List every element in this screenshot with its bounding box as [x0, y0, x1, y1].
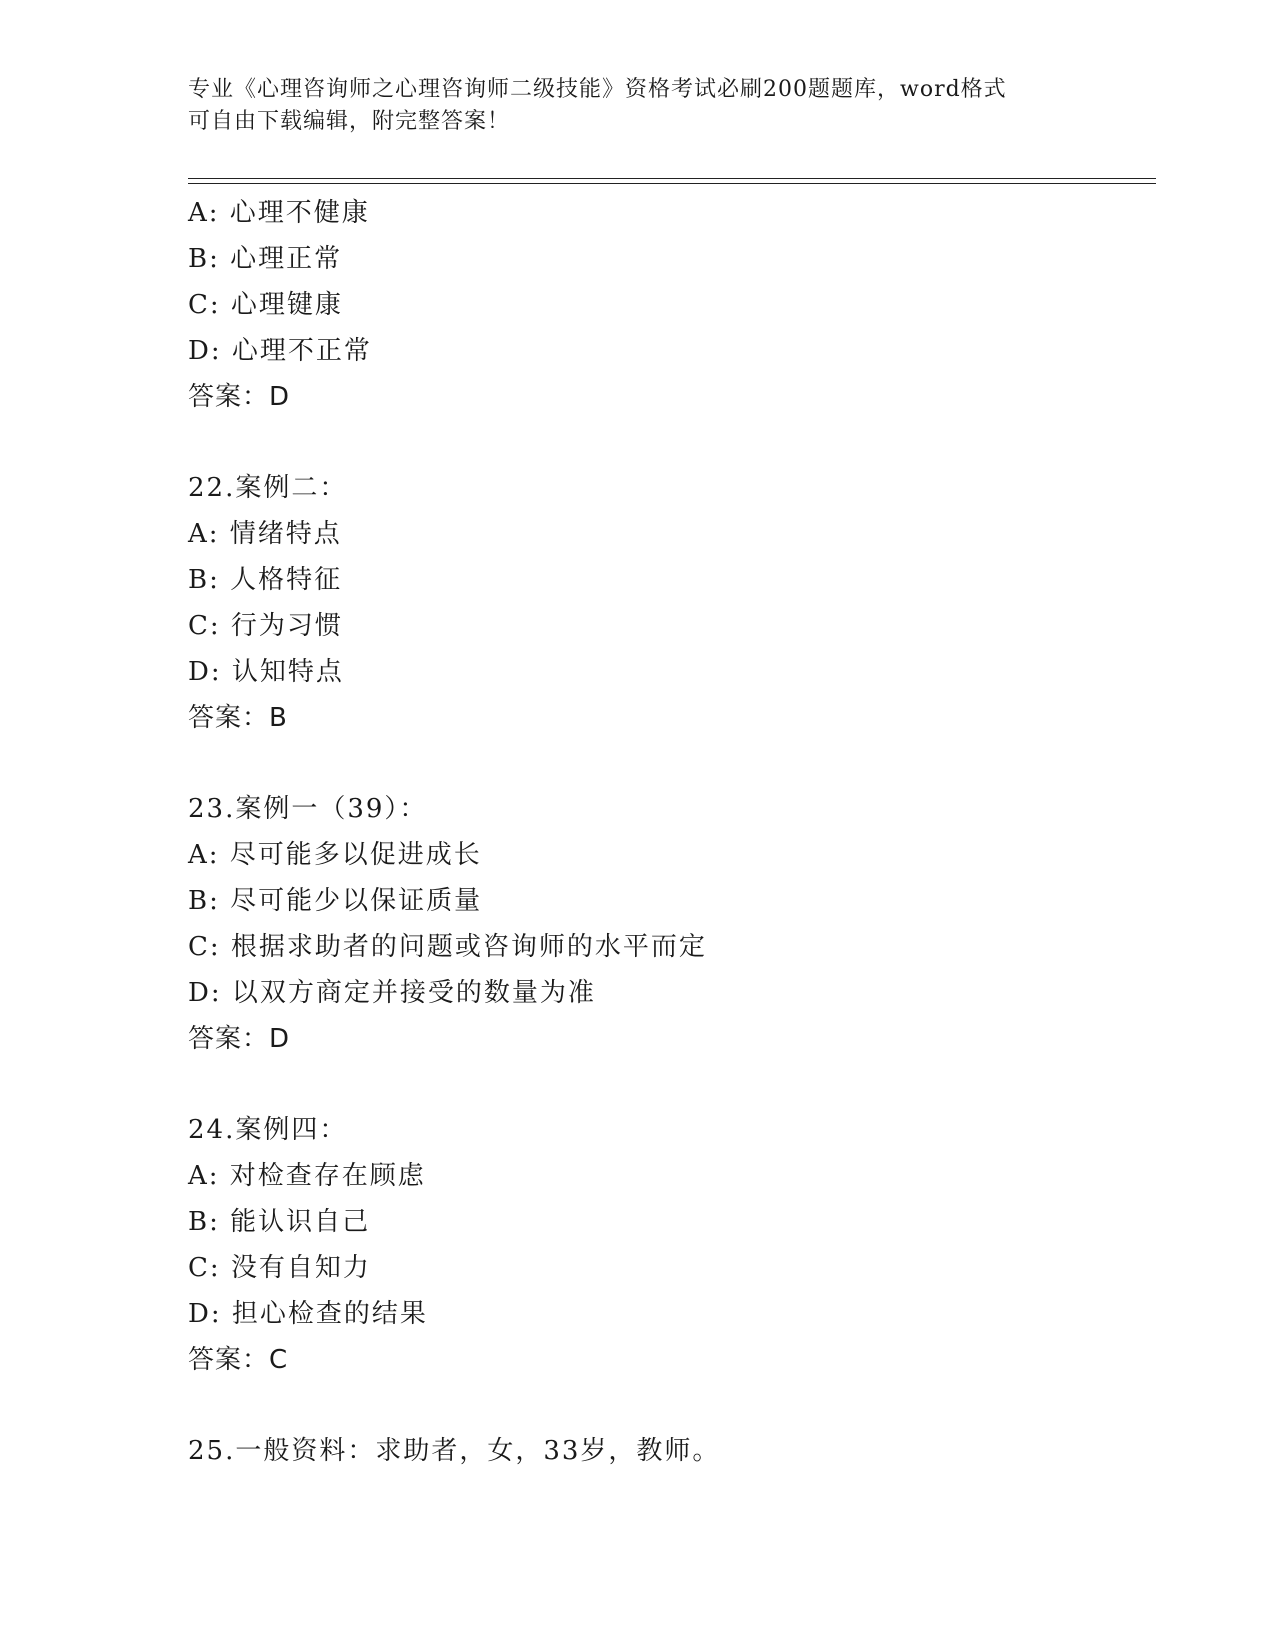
- answer-line: 答案：B: [188, 703, 288, 733]
- question-23: [188, 786, 1148, 1062]
- header-divider-bottom: [188, 183, 1156, 184]
- question-list: [188, 190, 1148, 1474]
- option-c: C: 没有自知力: [188, 1253, 371, 1283]
- option-b: B: 心理正常: [188, 244, 343, 274]
- option-c: C: 根据求助者的问题或咨询师的水平而定: [188, 932, 707, 962]
- option-a: A: 心理不健康: [188, 198, 370, 228]
- option-b: B: 人格特征: [188, 565, 343, 595]
- header-line-1: 专业《心理咨询师之心理咨询师二级技能》资格考试必刷200题题库，word格式: [188, 77, 1007, 102]
- question-24: [188, 1107, 1148, 1383]
- option-d: D: 心理不正常: [188, 336, 372, 366]
- header-line-2: 可自由下载编辑，附完整答案！: [188, 109, 511, 134]
- option-d: D: 以双方商定并接受的数量为准: [188, 978, 596, 1008]
- answer-line: 答案：D: [188, 1024, 291, 1054]
- option-a: A: 对检查存在顾虑: [188, 1161, 426, 1191]
- option-c: C: 心理键康: [188, 290, 343, 320]
- question-title: 22.案例二：: [188, 473, 348, 503]
- option-b: B: 能认识自己: [188, 1207, 371, 1237]
- question-title: 25.一般资料：求助者，女，33岁，教师。: [188, 1436, 721, 1466]
- option-b: B: 尽可能少以保证质量: [188, 886, 483, 916]
- question-22: [188, 465, 1148, 741]
- option-a: A: 情绪特点: [188, 519, 342, 549]
- question-title: 23.案例一（39）：: [188, 794, 428, 824]
- option-d: D: 担心检查的结果: [188, 1299, 428, 1329]
- option-a: A: 尽可能多以促进成长: [188, 840, 482, 870]
- question-25: [188, 1428, 1148, 1474]
- answer-line: 答案：D: [188, 382, 291, 412]
- document-header: [188, 74, 1088, 138]
- question-21: [188, 190, 1148, 420]
- answer-line: 答案：C: [188, 1345, 289, 1375]
- question-title: 24.案例四：: [188, 1115, 348, 1145]
- header-divider-top: [188, 178, 1156, 179]
- option-d: D: 认知特点: [188, 657, 344, 687]
- option-c: C: 行为习惯: [188, 611, 343, 641]
